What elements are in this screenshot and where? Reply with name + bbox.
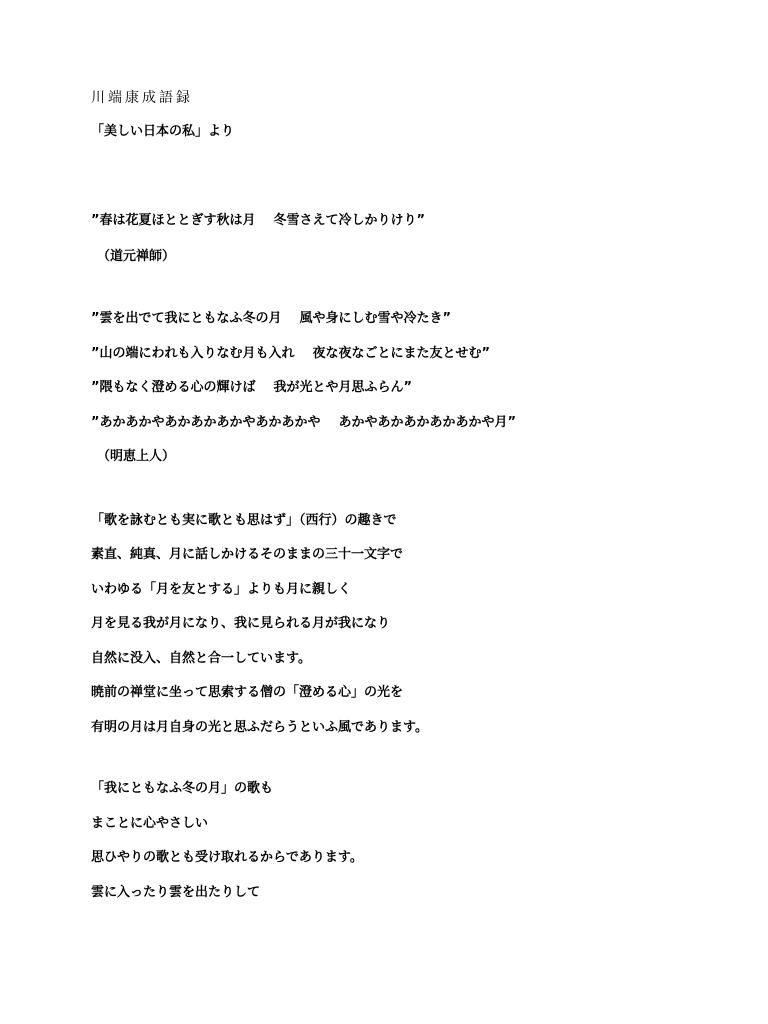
poem-line	[91, 380, 412, 396]
subtitle: 「美しい日本の私」より	[91, 124, 235, 139]
paragraph-line: 思ひやりの歌とも受け取れるからであります。	[91, 850, 363, 865]
author-attribution: （道元禅師）	[97, 249, 176, 264]
paragraph-line: 暁前の禅堂に坐って思索する僧の「澄める心」の光を	[91, 685, 404, 700]
poem-line	[91, 213, 425, 229]
poem-lower: 夜な夜なごとにまた友とせむ”	[312, 346, 491, 361]
poem-lower: あかやあかあかあかあかや月”	[338, 415, 517, 430]
paragraph-line: 「我にともなふ冬の月」の歌も	[91, 781, 274, 796]
poem-lower: 我が光とや月思ふらん”	[273, 380, 413, 395]
author-attribution: （明恵上人）	[97, 449, 176, 464]
poem-lower: 風や身にしむ雪や冷たき”	[299, 311, 452, 326]
poem-line	[91, 415, 516, 431]
poem-upper: ”隈もなく澄める心の輝けば	[91, 380, 256, 395]
paragraph-line: 有明の月は月自身の光と思ふだらうといふ風であります。	[91, 720, 428, 735]
poem-upper: ”春は花夏ほととぎす秋は月	[91, 213, 256, 228]
paragraph-line: いわゆる「月を友とする」よりも月に親しく	[91, 582, 352, 597]
paragraph-line: まことに心やさしい	[91, 816, 209, 831]
poem-lower: 冬雪さえて冷しかりけり”	[273, 213, 426, 228]
poem-line	[91, 311, 451, 327]
paragraph-line: 自然に没入、自然と合一しています。	[91, 651, 311, 666]
poem-upper: ”あかあかやあかあかあかやあかあかや	[91, 415, 321, 430]
paragraph-line: 「歌を詠むとも実に歌とも思はず」（西行）の趣きで	[91, 513, 397, 528]
paragraph-line: 雲に入ったり雲を出たりして	[91, 885, 261, 900]
paragraph-line: 月を見る我が月になり、我に見られる月が我になり	[91, 616, 391, 631]
document-title: 川端康成語録	[91, 90, 193, 106]
poem-line	[91, 346, 490, 362]
paragraph-line: 素直、純真、月に話しかけるそのままの三十一文字で	[91, 547, 404, 562]
poem-upper: ”雲を出でて我にともなふ冬の月	[91, 311, 282, 326]
poem-upper: ”山の端にわれも入りなむ月も入れ	[91, 346, 295, 361]
